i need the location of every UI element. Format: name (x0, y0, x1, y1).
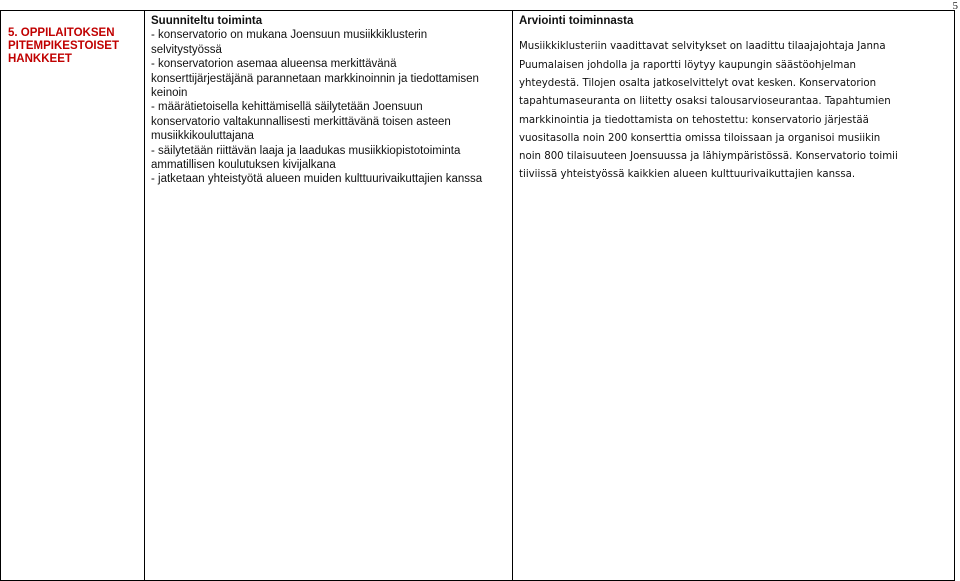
planned-line: - konservatorio on mukana Joensuun musiikkiklusterin (151, 29, 428, 42)
assessment-line: markkinointia ja tiedottamista on tehostettu: konservatorio järjestää (519, 114, 869, 126)
section-title: 5. OPPILAITOKSEN PITEMPIKESTOISET HANKKEET (8, 27, 119, 65)
planned-line: - konservatorion asemaa alueensa merkittävänä (151, 58, 397, 71)
planned-line: - määrätietoisella kehittämisellä säilytetään Joensuun (151, 101, 423, 114)
assessment-line: vuositasolla noin 200 konserttia omissa tiloissaan ja organisoi musiikin (519, 132, 881, 144)
planned-line: konservatorio valtakunnallisesti merkittävänä toisen asteen (151, 115, 451, 128)
assessment-body (519, 38, 954, 184)
assessment-heading: Arviointi toiminnasta (519, 15, 634, 27)
planned-line: selvitystyössä (151, 43, 222, 56)
planned-line: - säilytetään riittävän laaja ja laadukas musiikkiopistotoiminta (151, 144, 461, 157)
assessment-line: yhteydestä. Tilojen osalta jatkoselvittelyt ovat kesken. Konservatorion (519, 78, 877, 89)
table-row (1, 11, 955, 581)
report-table (0, 10, 955, 581)
assessment-line: tapahtumaseuranta on liitetty osaksi talousarvioseurantaa. Tapahtumien (519, 96, 891, 108)
page-number: 5 (952, 0, 958, 12)
assessment-line: Musiikkiklusteriin vaadittavat selvitykset on laadittu tilaajajohtaja Janna (519, 41, 886, 53)
assessment-line: tiiviissä yhteistyössä kaikkien alueen kulttuurivaikuttajien kanssa. (519, 169, 856, 181)
planned-activity (145, 11, 512, 187)
planned-line: - jatketaan yhteistyötä alueen muiden kulttuurivaikuttajien kanssa (151, 173, 483, 186)
planned-activity-cell (145, 11, 513, 581)
planned-line: konserttijärjestäjänä parannetaan markkinoinnin ja tiedottamisen (151, 72, 479, 85)
assessment (513, 11, 954, 185)
assessment-line: noin 800 tilaisuuteen Joensuussa ja lähiympäristössä. Konservatorio toimii (519, 151, 898, 163)
section-cell (1, 11, 145, 581)
planned-line: ammatillisen koulutuksen kivijalkana (151, 159, 336, 172)
planned-line: keinoin (151, 87, 188, 100)
planned-activity-heading: Suunniteltu toiminta (151, 15, 263, 27)
planned-line: musiikkikouluttajana (151, 130, 254, 143)
assessment-cell (513, 11, 955, 581)
assessment-line: Puumalaisen johdolla ja raportti löytyy kaupungin säästöohjelman (519, 59, 857, 71)
